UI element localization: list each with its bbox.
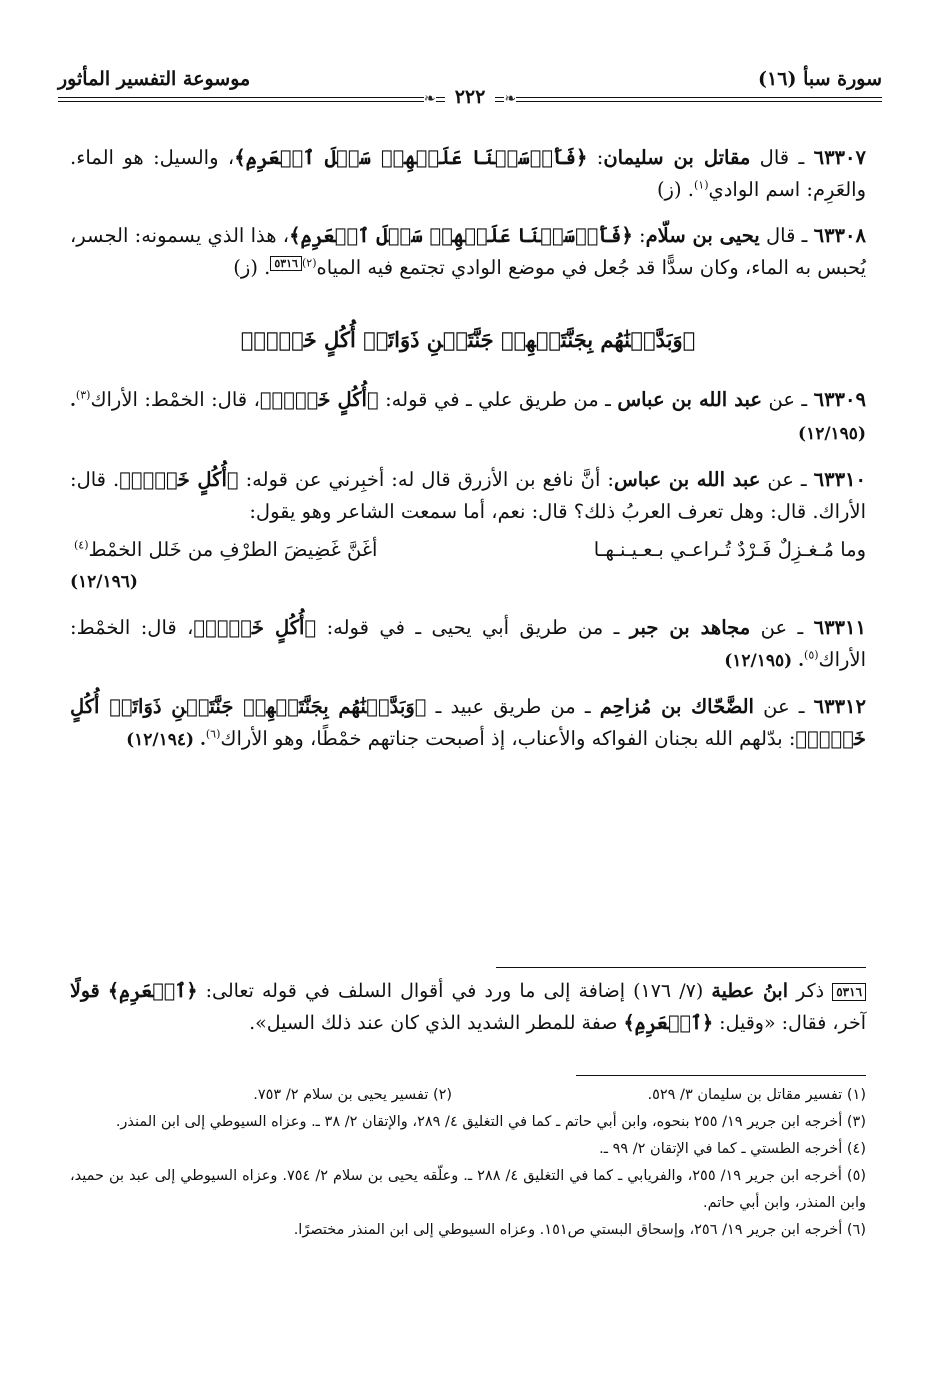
footnote-ref[interactable]: (٣) [75, 388, 91, 402]
narrator-name: مقاتل بن سليمان [603, 146, 751, 169]
commentary-ref-box[interactable]: ٥٣١٦ [270, 256, 302, 271]
entry-text: ـ عن [762, 388, 814, 411]
narrator-name: الضَّحّاك بن مُزاحِم [599, 695, 754, 718]
entry-number: ٦٣٣١٢ [813, 695, 867, 718]
volume-reference: . (١٢/١٩٥) [724, 651, 805, 671]
entry-63307 [70, 142, 866, 206]
poem-verse [70, 534, 866, 566]
book-title: موسوعة التفسير المأثور [58, 68, 251, 90]
entry-number: ٦٣٣١٠ [813, 468, 867, 491]
verse-heading: ﴿وَبَدَّلۡنَٰهُم بِجَنَّتَيۡهِمۡ جَنَّتَيۡنِ ذَوَاتَيۡ أُكُلٍ خَمۡطٖ﴾ [240, 327, 696, 352]
entry-text: ـ عن [760, 468, 814, 491]
volume-reference: . (١٢/١٩٥) [70, 391, 866, 444]
footnotes [70, 1082, 866, 1244]
entry-text: ، قال: الخمْط: الأراك [70, 616, 866, 671]
entry-text: ، هذا الذي يسمونه: الجسر، يُحبس به الماء، وكان سدًّا قد جُعل في موضع الوادي تجتمع فيه المياه [70, 224, 866, 279]
narrator-name: مجاهد بن جبر [629, 616, 751, 639]
commentary-note [70, 975, 866, 1039]
footnote-3: (٣) أخرجه ابن جرير ١٩/ ٢٥٥ بنحوه، وابن أبي حاتم ـ كما في التغليق ٤/ ٢٨٩، والإتقان ٢/ ٣٨ ـ. وعزاه السيوطي إلى ابن المنذر. [115, 1114, 866, 1130]
entry-63308 [70, 220, 866, 284]
quran-quote: ﴿أُكُلٍ خَمۡطٖ﴾ [193, 616, 317, 639]
quran-quote: ﴿أُكُلٍ خَمۡطٖ﴾ [259, 388, 379, 411]
volume-reference: . (١٢/١٩٤) [126, 730, 206, 750]
main-text [70, 142, 866, 770]
commentary-text [100, 980, 108, 1002]
entry-text: ، والسيل: هو الماء. والعَرِم: اسم الوادي [70, 146, 866, 201]
commentary-text: ذكر [788, 980, 833, 1002]
ornament-icon: ❧ [423, 91, 436, 107]
entry-text: : [632, 224, 646, 247]
footnote-ref[interactable]: (٤) [74, 538, 89, 552]
entry-63312 [70, 691, 866, 756]
footnote-ref[interactable]: (١) [693, 178, 709, 192]
entry-63311 [70, 612, 866, 677]
entry-tail: . (ز) [233, 256, 271, 279]
quran-quote: ﴿فَأَرۡسَلۡنَا عَلَيۡهِمۡ سَيۡلَ ٱلۡعَرِمِ﴾ [289, 224, 633, 247]
footnote-6: (٦) أخرجه ابن جرير ١٩/ ٢٥٦، وإسحاق البستي ص١٥١. وعزاه السيوطي إلى ابن المنذر مختصرًا. [293, 1222, 866, 1238]
volume-reference: (١٢/١٩٦) [70, 572, 138, 592]
entry-text: ـ من طريق علي ـ في قوله: [378, 388, 618, 411]
footnote-4: (٤) أخرجه الطستي ـ كما في الإتقان ٢/ ٩٩ ـ. [599, 1141, 866, 1157]
entry-text: . قال: الأراك. قال: وهل تعرف العربُ ذلك؟ قال: نعم، أما سمعت الشاعر وهو يقول: [70, 468, 866, 523]
commentary-number-box: ٥٣١٦ [832, 983, 866, 1001]
entry-text: : [587, 146, 604, 169]
page-header [58, 66, 882, 106]
footnote-5: (٥) أخرجه ابن جرير ١٩/ ٢٥٥، والفريابي ـ كما في التغليق ٤/ ٢٨٨ ـ. وعلّقه يحيى بن سلام ٢/ ٧٥٤. وعزاه السيوطي إلى عبد بن حميد، وابن المنذر، وابن أبي حاتم. [70, 1168, 867, 1211]
entry-text: ـ قال [750, 146, 814, 169]
commentator-name: ابنُ عطية [711, 980, 788, 1002]
narrator-name: يحيى بن سلّام [645, 224, 760, 247]
entry-63309 [70, 384, 866, 450]
commentary-text: آخر، فقال: «وقيل: [713, 1012, 866, 1034]
entry-text: ـ عن [750, 616, 814, 639]
commentary-text: (٧/ ١٧٦) إضافة إلى ما ورد في أقوال السلف في قوله تعالى: [197, 980, 712, 1002]
poem-hemistich-first: وما مُـغـزِلٌ فَـرْدٌ تُـراعـي بـعـيـنـهـا [593, 538, 866, 561]
entry-text: ـ عن [753, 695, 814, 718]
quran-quote: ﴿ٱلۡعَرِمِ﴾ [623, 1012, 714, 1034]
narrator-name: عبد الله بن عباس [617, 388, 763, 411]
entry-63310 [70, 464, 866, 528]
narrator-name: عبد الله بن عباس [613, 468, 761, 491]
footnote-row [70, 1082, 866, 1109]
entry-text: ، قال: الخمْط: الأراك [90, 388, 260, 411]
poem-hemistich-text: أغَنَّ غَضِيضَ الطرْفِ من خَلل الخمْط [88, 538, 378, 561]
entry-text: : أنَّ نافع بن الأزرق قال له: أخبِرني عن قوله: [238, 468, 614, 491]
entry-number: ٦٣٣٠٨ [813, 224, 866, 247]
entry-text: ـ من طريق أبي يحيى ـ في قوله: [316, 616, 630, 639]
commentary-bold: قولًا [70, 980, 100, 1002]
quran-quote: ﴿وَبَدَّلۡنَٰهُم بِجَنَّتَيۡهِمۡ جَنَّتَيۡنِ ذَوَاتَيۡ أُكُلٍ خَمۡطٖ﴾ [70, 695, 866, 750]
ornament-icon: ❧ [504, 91, 517, 107]
surah-title: سورة سبأ (١٦) [758, 68, 882, 90]
quran-quote: ﴿أُكُلٍ خَمۡطٖ﴾ [119, 468, 239, 491]
entry-tail: . (ز) [656, 178, 694, 201]
footnote-2: (٢) تفسير يحيى بن سلام ٢/ ٧٥٣. [253, 1087, 453, 1103]
entry-text: ـ من طريق عبيد ـ [426, 695, 600, 718]
footnote-ref[interactable]: (٢) [301, 256, 317, 270]
footnote-ref[interactable]: (٥) [804, 648, 819, 662]
commentary-text: صفة للمطر الشديد الذي كان عند ذلك السيل». [249, 1012, 624, 1034]
poem-hemistich-second [74, 534, 377, 566]
quran-quote: ﴿فَأَرۡسَلۡنَا عَلَيۡهِمۡ سَيۡلَ ٱلۡعَرِمِ﴾ [234, 146, 588, 169]
quran-quote: ﴿ٱلۡعَرِمِ﴾ [107, 980, 198, 1002]
commentary-divider [496, 967, 866, 968]
footnote-1: (١) تفسير مقاتل بن سليمان ٣/ ٥٢٩. [647, 1087, 866, 1103]
entry-text: ـ قال [759, 224, 814, 247]
page-number: ٢٢٢ [445, 86, 496, 108]
entry-number: ٦٣٣٠٩ [813, 388, 866, 411]
entry-number: ٦٣٣٠٧ [813, 146, 866, 169]
entry-number: ٦٣٣١١ [813, 616, 866, 639]
entry-text: : بدّلهم الله بجنان الفواكه والأعناب، إذ أصبحت جناتهم خمْطًا، وهو الأراك [220, 727, 796, 750]
footnote-ref[interactable]: (٦) [205, 727, 221, 741]
footnotes-divider [576, 1075, 866, 1076]
